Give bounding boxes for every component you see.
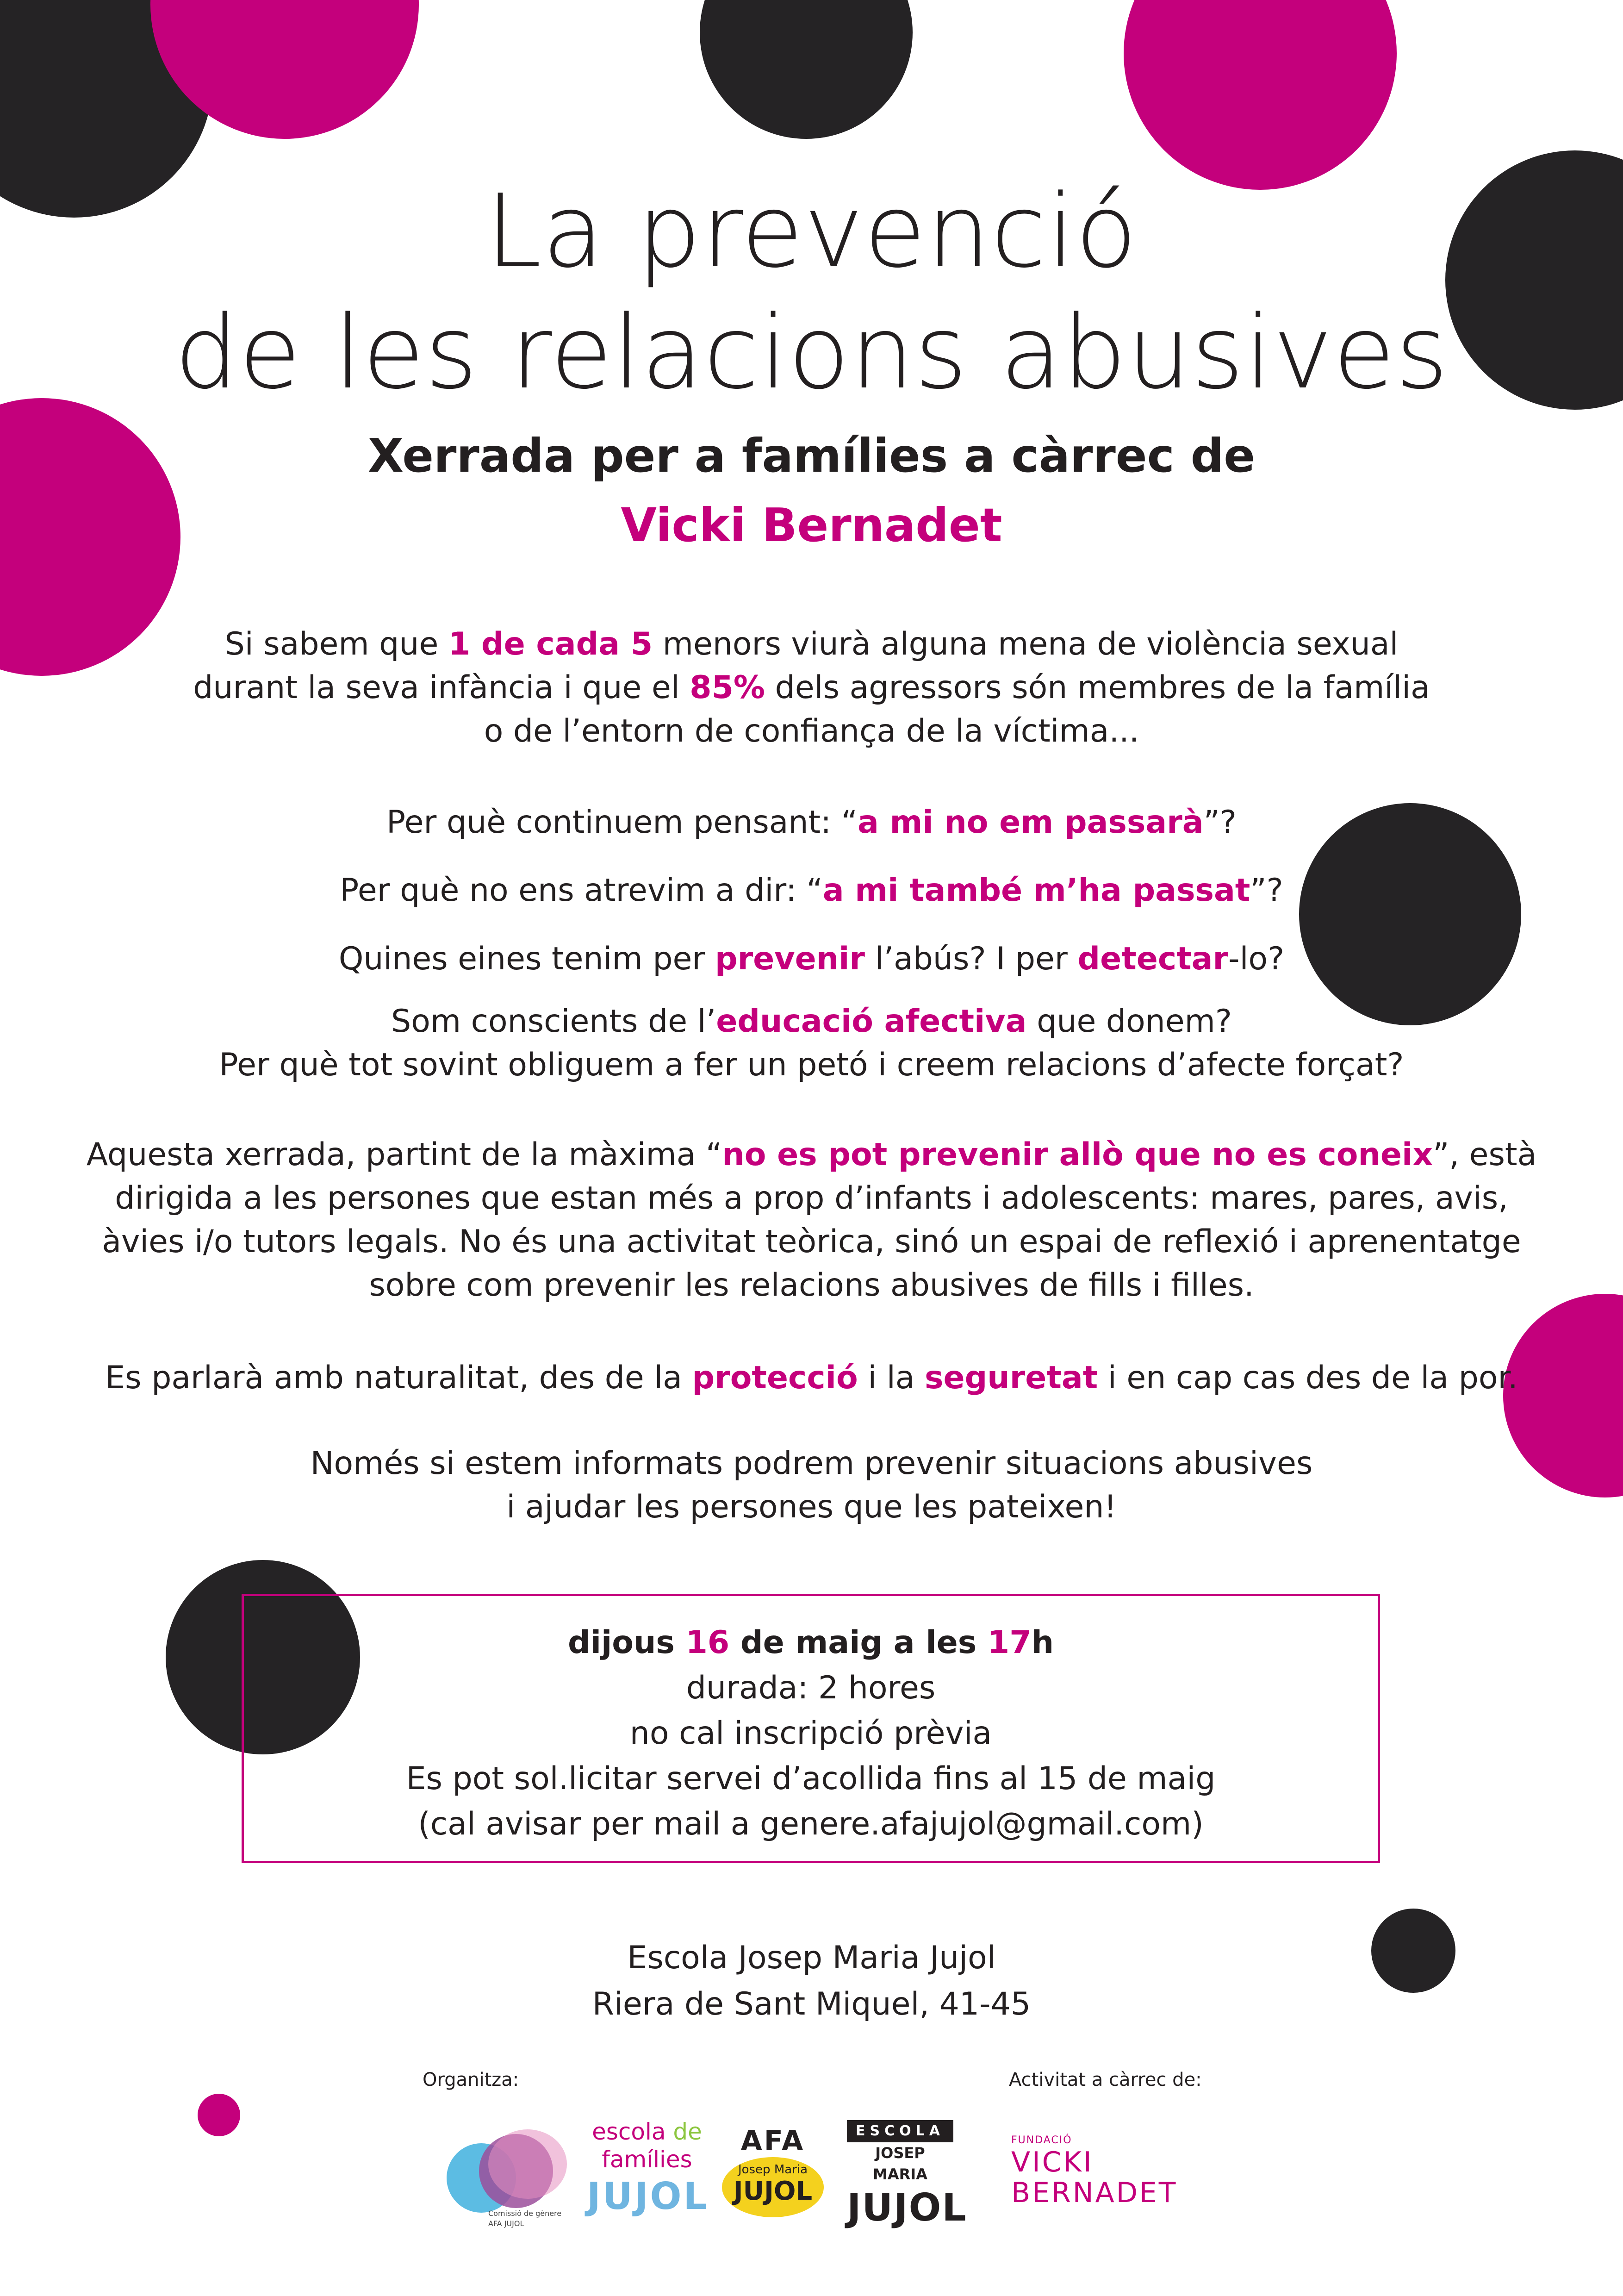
question-1 [0,801,1623,844]
decorative-dot [198,2094,240,2136]
question-highlight: detectar [1077,941,1229,977]
logo-text: famílies [602,2146,692,2173]
approach-text: Es parlarà amb naturalitat, des de la [105,1360,692,1396]
question-text: Per què tot sovint obliguem a fer un petó i creem relacions d’afecte forçat? [219,1047,1404,1083]
description-paragraph [0,1133,1623,1307]
title-line-1: La prevenció [485,173,1138,290]
event-duration: durada: 2 hores [686,1670,936,1706]
highlight-statistic: 1 de cada 5 [448,626,653,662]
description-highlight: no es pot prevenir allò que no es coneix [722,1136,1433,1173]
intro-text: dels agressors són membres de la família [765,669,1430,706]
question-text: que donem? [1026,1003,1232,1040]
closing-paragraph [0,1442,1623,1529]
question-highlight: a mi també m’ha passat [822,872,1250,909]
escola-jujol-logo [847,2120,967,2231]
logo-text: JUJOL [847,2186,967,2230]
approach-text: i la [858,1360,925,1396]
event-contact: (cal avisar per mail a genere.afajujol@gmail.com) [418,1806,1204,1842]
fundacio-vicki-bernadet-logo [1011,2134,1196,2227]
venue-name: Escola Josep Maria Jujol [627,1940,996,1976]
event-date-number: 16 [685,1624,730,1661]
description-text: ”, està [1433,1136,1537,1173]
description-text: àvies i/o tutors legals. No és una activitat teòrica, sinó un espai de reflexió i aprenentatge [102,1223,1521,1260]
intro-paragraph [0,623,1623,753]
venue-address: Riera de Sant Miquel, 41-45 [592,1986,1031,2022]
logo-text: Josep Maria [738,2163,808,2177]
page-title [0,171,1623,414]
logo-badge [722,2157,824,2217]
comissio-genere-logo [442,2129,572,2231]
logo-text: BERNADET [1011,2177,1178,2209]
question-highlight: a mi no em passarà [857,804,1204,841]
question-text: Per què no ens atrevim a dir: “ [340,872,823,909]
title-line-2: de les relacions abusives [174,294,1449,412]
question-2 [0,869,1623,912]
intro-text: o de l’entorn de confiança de la víctima... [484,713,1139,749]
question-text: Per què continuem pensant: “ [386,804,858,841]
approach-text: i en cap cas des de la por. [1098,1360,1518,1396]
question-3 [0,937,1623,981]
question-4 [0,1000,1623,1087]
event-date [244,1620,1378,1666]
decorative-dot [1124,0,1397,190]
venue [0,1935,1623,2028]
logo-text: escola [592,2118,673,2145]
logo-text: VICKI [1011,2146,1094,2178]
subtitle-line: Xerrada per a famílies a càrrec de [367,429,1256,483]
event-details-box [242,1594,1380,1863]
intro-text: Si sabem que [224,626,448,662]
logo-caption: AFA JUJOL [488,2219,524,2228]
question-text: Quines eines tenim per [338,941,715,977]
question-text: l’abús? I per [864,941,1078,977]
question-text: Som conscients de l’ [391,1003,716,1040]
approach-highlight: protecció [692,1360,858,1396]
logo-text: ESCOLA [847,2120,953,2142]
afa-logo [720,2125,826,2227]
event-hour-unit: h [1031,1624,1054,1661]
speaker-name: Vicki Bernadet [621,498,1002,552]
logo-circle [488,2129,567,2199]
description-text: Aquesta xerrada, partint de la màxima “ [86,1136,722,1173]
logo-text: AFA [740,2125,805,2157]
logo-text [587,2118,707,2146]
escola-families-logo [587,2118,707,2229]
logo-text: FUNDACIÓ [1011,2134,1072,2146]
question-highlight: prevenir [715,941,865,977]
event-month: de maig a les [729,1624,988,1661]
description-text: sobre com prevenir les relacions abusives de fills i filles. [369,1267,1254,1304]
decorative-dot [700,0,913,139]
intro-text: durant la seva infància i que el [193,669,690,706]
approach-paragraph [0,1356,1623,1400]
activity-label: Activitat a càrrec de: [1009,2069,1202,2090]
intro-text: menors viurà alguna mena de violència sexual [653,626,1399,662]
organizer-label: Organitza: [423,2069,519,2090]
event-registration: no cal inscripció prèvia [629,1715,992,1752]
description-text: dirigida a les persones que estan més a prop d’infants i adolescents: mares, pares, avis, [115,1180,1508,1217]
closing-text: i ajudar les persones que les pateixen! [506,1489,1117,1525]
subtitle [0,421,1623,560]
closing-text: Només si estem informats podrem prevenir situacions abusives [310,1445,1313,1482]
question-text: -lo? [1228,941,1285,977]
highlight-statistic: 85% [690,669,765,706]
approach-highlight: seguretat [925,1360,1098,1396]
logo-caption: Comissió de gènere [488,2209,562,2218]
logo-text: de [673,2118,702,2145]
event-day: dijous [568,1624,686,1661]
question-highlight: educació afectiva [716,1003,1027,1040]
logo-text: JUJOL [733,2176,813,2206]
logo-text: JUJOL [587,2175,709,2218]
question-text: ”? [1203,804,1237,841]
logo-text: JOSEP MARIA [873,2144,927,2183]
event-childcare: Es pot sol.licitar servei d’acollida fins al 15 de maig [406,1760,1216,1797]
question-text: ”? [1250,872,1283,909]
event-hour: 17 [987,1624,1032,1661]
